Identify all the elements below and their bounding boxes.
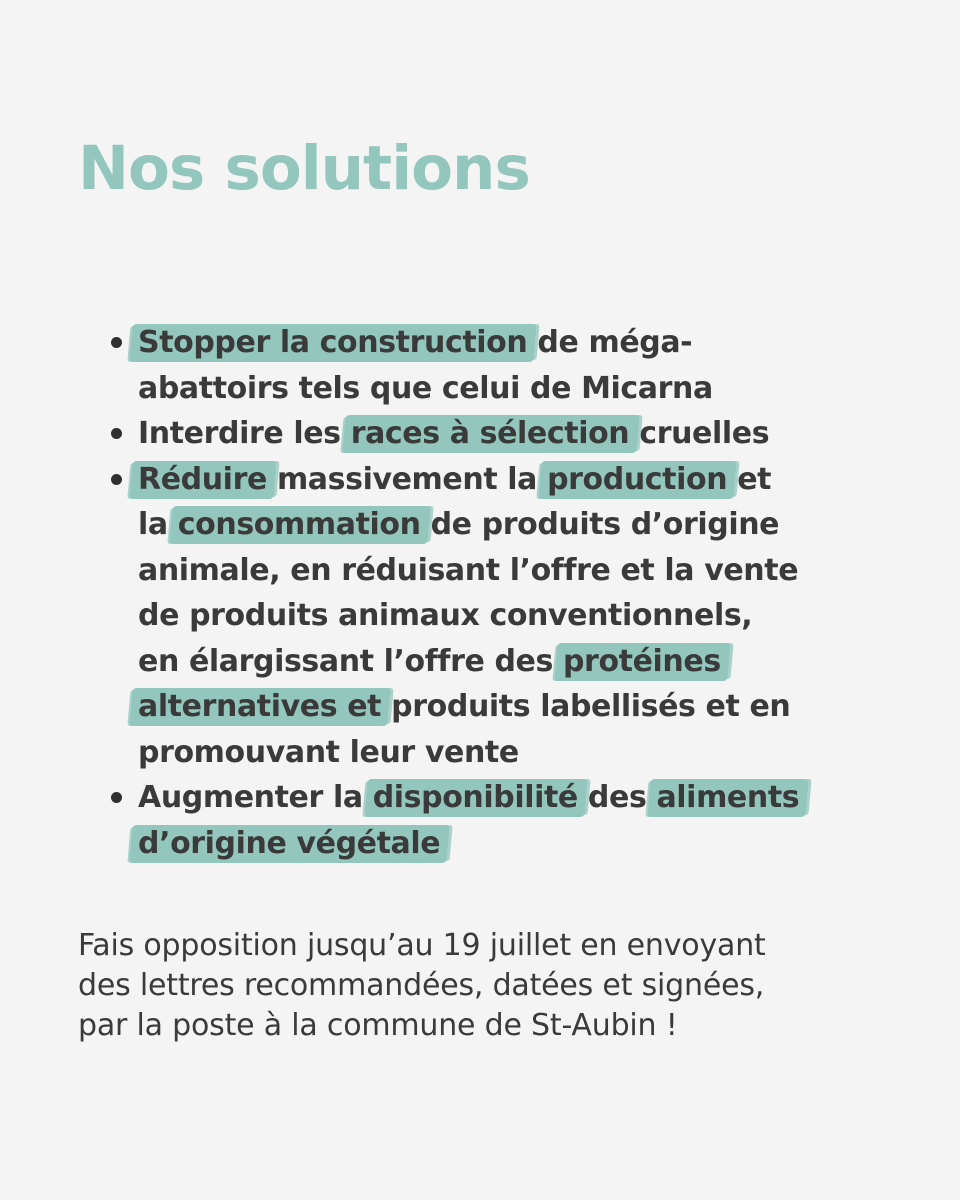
solution-line [138,593,868,639]
bullet-icon [111,428,122,439]
text-segment: et [727,461,772,497]
bullet-icon [111,337,122,348]
solution-item-1 [108,320,868,411]
highlighted-text: Réduire [138,457,267,503]
text-segment: cruelles [629,416,770,451]
text-segment: promouvant leur vente [138,734,519,770]
solutions-list [108,320,868,866]
highlighted-text: consommation [178,502,421,548]
bullet-icon [111,474,122,485]
solution-item-4 [108,775,868,866]
solution-item-2 [108,411,868,457]
solution-line [138,639,868,685]
solution-line [138,457,868,503]
text-segment: animale, en réduisant l’offre et la vente [138,552,799,588]
solution-line [138,684,868,730]
callout-line: des lettres recommandées, datées et signées, [78,968,765,1003]
text-segment: la [138,507,178,542]
callout-line: Fais opposition jusqu’au 19 juillet en envoyant [78,928,766,963]
solution-line [138,548,868,594]
callout-line: par la poste à la commune de St-Aubin ! [78,1008,678,1043]
solution-item-3 [108,457,868,776]
text-segment: des [577,780,657,815]
opposition-callout [78,926,898,1046]
solution-line [138,730,868,776]
text-segment: de produits animaux conventionnels, [138,598,753,633]
highlighted-text: d’origine végétale [138,821,440,867]
bullet-icon [111,792,122,803]
text-segment: Augmenter la [138,780,373,815]
text-segment: Interdire les [138,416,351,451]
text-segment: de produits d’origine [420,507,780,542]
solution-line [138,775,868,821]
solution-line [138,411,868,457]
highlighted-text: production [547,457,727,503]
solution-line [138,366,868,412]
text-segment: de méga- [527,325,693,360]
highlighted-text: disponibilité [373,775,578,821]
solution-line [138,320,868,366]
text-segment: produits labellisés et en [381,689,791,724]
text-segment: abattoirs tels que celui de Micarna [138,370,713,406]
page-title: Nos solutions [78,133,530,204]
text-segment: massivement la [266,461,548,497]
text-segment: en élargissant l’offre des [138,643,563,679]
highlighted-text: protéines [563,639,721,685]
highlighted-text: aliments [656,775,799,821]
highlighted-text: races à sélection [351,411,630,457]
highlighted-text: Stopper la construction [138,320,527,366]
highlighted-text: alternatives et [138,684,381,730]
solution-line [138,502,868,548]
solution-line [138,821,868,867]
